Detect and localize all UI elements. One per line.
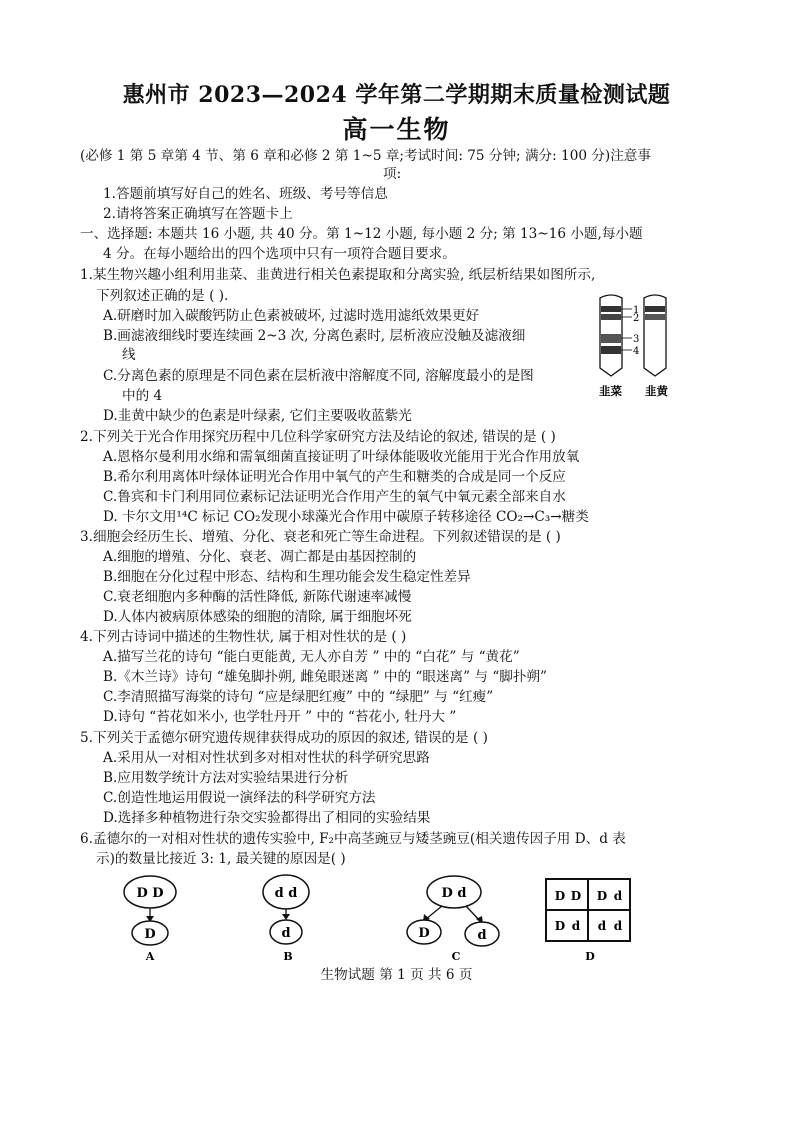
chive-label: 韭菜	[599, 384, 622, 398]
instruction-2: 2.请将答案正确填写在答题卡上	[103, 206, 293, 222]
q2-option-d: D. 卡尔文用¹⁴C 标记 CO₂发现小球藻光合作用中碳原子转移途径 CO₂→C₃→糖类	[103, 509, 589, 525]
yellow-chive-paper-strip	[644, 295, 666, 376]
q1-stem-line2: 下列叙述正确的是 ( ).	[96, 288, 229, 304]
q6-stem-line2: 示)的数量比接近 3: 1, 最关键的原因是( )	[96, 851, 346, 867]
q6-d-cell-5: D	[554, 919, 566, 933]
q1-stem-line1: 1.某生物兴趣小组利用韭菜、韭黄进行相关色素提取和分离实验, 纸层析结果如图所示,	[80, 267, 596, 283]
q2-stem: 2.下列关于光合作用探究历程中几位科学家研究方法及结论的叙述, 错误的是 ( )	[80, 429, 556, 445]
exam-title: 惠州市 2023—2024 学年第二学期期末质量检测试题	[122, 82, 671, 108]
band-label-1: 1	[633, 305, 640, 316]
q5-option-c: C.创造性地运用假说一演绎法的科学研究方法	[103, 790, 376, 806]
band-4-mark	[601, 346, 621, 354]
q1-option-c-line2: 中的 4	[122, 388, 163, 404]
q6-d-cell-2: D	[570, 889, 582, 903]
q5-option-d: D.选择多种植物进行杂交实验都得出了相同的实验结果	[103, 810, 431, 826]
q3-option-c: C.衰老细胞内多种酶的活性降低, 新陈代谢速率减慢	[103, 589, 412, 605]
q6-d-cell-4: d	[613, 889, 623, 903]
q6-d-cell-8: d	[613, 919, 623, 933]
band-label-4: 4	[633, 346, 640, 357]
chromatography-figure	[596, 292, 686, 402]
q4-option-b: B.《木兰诗》诗句 “雄兔脚扑朔, 雌兔眼迷离 ” 中的 “眼迷离” 与 “脚扑朔”	[103, 669, 548, 685]
section-heading-line2: 4 分。在每小题给出的四个选项中只有一项符合题目要求。	[103, 246, 456, 262]
q5-stem: 5.下列关于孟德尔研究遗传规律获得成功的原因的叙述, 错误的是 ( )	[80, 730, 488, 746]
q6-d-cell-3: D	[596, 889, 608, 903]
q1-option-c-line1: C.分离色素的原理是不同色素在层析液中溶解度不同, 溶解度最小的是图	[103, 368, 534, 384]
q6-a-label: A	[145, 950, 155, 963]
q6-b-label: B	[283, 950, 293, 963]
q6-a-parent-genes: D D	[136, 886, 164, 901]
q6-c-label: C	[451, 950, 461, 963]
q3-stem: 3.细胞会经历生长、增殖、分化、衰老和死亡等生命进程。下列叙述错误的是 ( )	[80, 529, 561, 545]
q6-a-gamete: D	[144, 927, 156, 942]
band-label-2: 2	[633, 313, 640, 324]
instruction-1: 1.答题前填写好自己的姓名、班级、考号等信息	[103, 186, 388, 202]
q6-c-gamete-left: D	[418, 926, 430, 941]
band-2-mark-right	[645, 314, 665, 320]
q6-stem-line1: 6.孟德尔的一对相对性状的遗传实验中, F₂中高茎豌豆与矮茎豌豆(相关遗传因子用 D、d 表	[80, 831, 626, 847]
q1-option-a: A.研磨时加入碳酸钙防止色素被破坏, 过滤时选用滤纸效果更好	[103, 308, 480, 324]
band-1-mark	[601, 306, 621, 312]
q6-figure-d	[543, 876, 635, 964]
q5-option-b: B.应用数学统计方法对实验结果进行分析	[103, 770, 349, 786]
q3-option-a: A.细胞的增殖、分化、衰老、凋亡都是由基因控制的	[103, 549, 417, 565]
q2-option-b: B.希尔利用离体叶绿体证明光合作用中氧气的产生和糖类的合成是同一个反应	[103, 469, 566, 485]
q5-option-a: A.采用从一对相对性状到多对相对性状的科学研究思路	[103, 750, 430, 766]
q6-b-parent-genes: d d	[274, 886, 298, 901]
exam-note-line2: 项:	[383, 166, 402, 182]
yellow-chive-label: 韭黄	[645, 384, 668, 398]
q3-option-d: D.人体内被病原体感染的细胞的清除, 属于细胞坏死	[103, 609, 412, 625]
q6-d-cell-6: d	[571, 919, 581, 933]
q2-option-c: C.鲁宾和卡门利用同位素标记法证明光合作用产生的氧气中氧元素全部来自水	[103, 489, 566, 505]
q1-option-b-line1: B.画滤液细线时要连续画 2~3 次, 分离色素时, 层析液应没触及滤液细	[103, 328, 526, 344]
q1-option-d: D.韭黄中缺少的色素是叶绿素, 它们主要吸收蓝紫光	[103, 408, 412, 424]
q4-stem: 4.下列古诗词中描述的生物性状, 属于相对性状的是 ( )	[80, 629, 407, 645]
band-label-3: 3	[633, 334, 640, 345]
band-2-mark	[601, 314, 621, 320]
q6-d-label: D	[585, 950, 595, 963]
q4-option-a: A.描写兰花的诗句 “能白更能黄, 无人亦自芳 ” 中的 “白花” 与 “黄花”	[103, 649, 520, 665]
q6-c-parent-genes: D d	[441, 886, 467, 901]
exam-note-line1: (必修 1 第 5 章第 4 节、第 6 章和必修 2 第 1~5 章;考试时间: 75 分钟; 满分: 100 分)注意事	[80, 148, 651, 164]
q4-option-c: C.李清照描写海棠的诗句 “应是绿肥红瘦” 中的 “绿肥” 与 “红瘦”	[103, 689, 494, 705]
exam-subtitle: 高一生物	[342, 115, 451, 144]
band-1-mark-right	[645, 306, 665, 312]
q6-c-gamete-right: d	[477, 928, 487, 943]
q6-figure-a	[118, 872, 188, 964]
q1-option-b-line2: 线	[122, 347, 136, 363]
q6-b-gamete: d	[281, 926, 291, 941]
q6-d-cell-7: d	[597, 919, 607, 933]
section-heading-line1: 一、选择题: 本题共 16 小题, 共 40 分。第 1~12 小题, 每小题 2 分; 第 13~16 小题,每小题	[80, 226, 643, 242]
q2-option-a: A.恩格尔曼利用水绵和需氧细菌直接证明了叶绿体能吸收光能用于光合作用放氧	[103, 449, 580, 465]
band-3-mark	[601, 334, 621, 343]
q3-option-b: B.细胞在分化过程中形态、结构和生理功能会发生稳定性差异	[103, 569, 471, 585]
q6-figure-c	[398, 872, 508, 964]
q6-d-cell-1: D	[554, 889, 566, 903]
page-footer: 生物试题 第 1 页 共 6 页	[320, 967, 473, 983]
q4-option-d: D.诗句 “苔花如米小, 也学牡丹开 ” 中的 “苔花小, 牡丹大 ”	[103, 709, 457, 725]
q6-figure-b	[254, 870, 324, 964]
chive-paper-strip	[600, 295, 622, 376]
